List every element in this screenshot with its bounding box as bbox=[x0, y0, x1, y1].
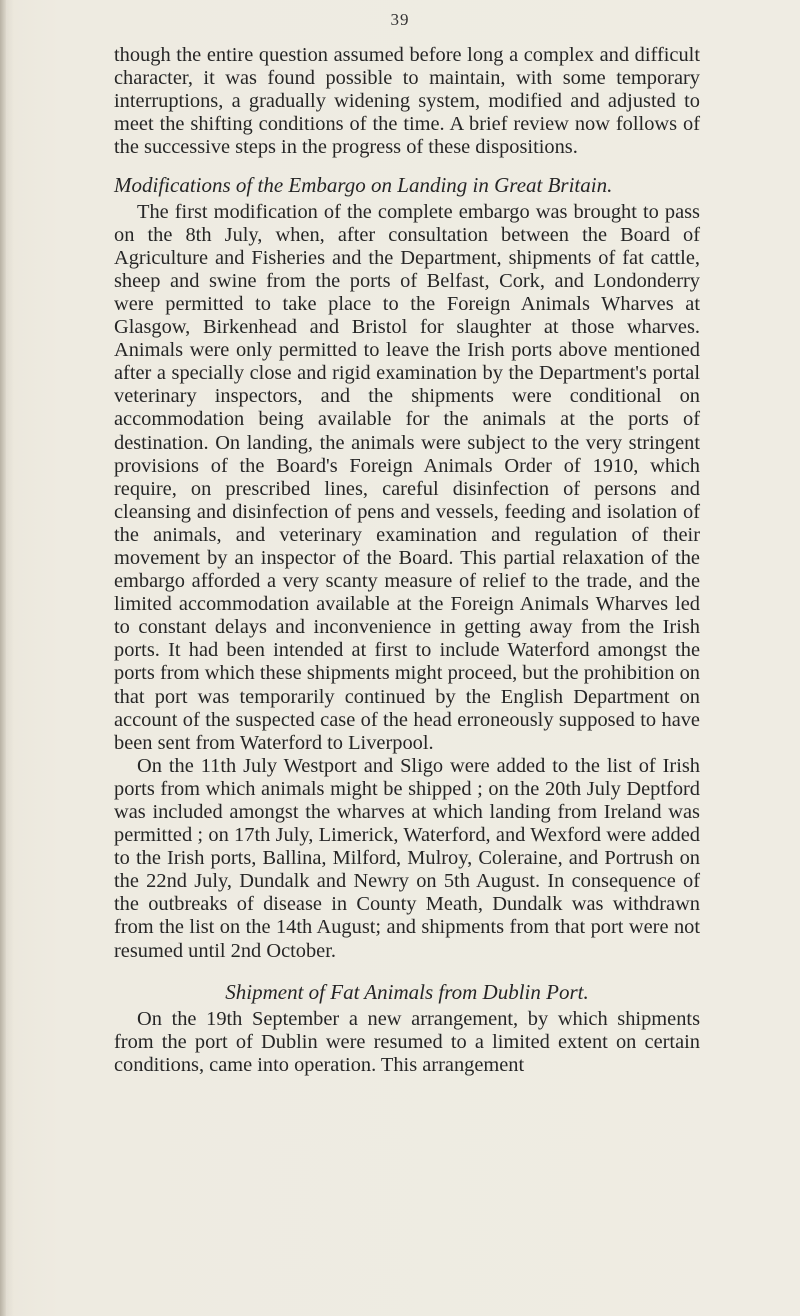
page-body bbox=[114, 44, 700, 1077]
page-number: 39 bbox=[390, 10, 410, 29]
intro-paragraph: though the entire question assumed before long a complex and difficult character, it was found possible to maintain, with some temporary interruptions, a gradually widening system, modified and adjusted to meet the shifting conditions of the time. A brief review now follows of the successive steps in the progress of these dispositions. bbox=[114, 44, 700, 159]
section-heading-dublin-shipment: Shipment of Fat Animals from Dublin Port. bbox=[225, 979, 589, 1004]
page-gutter-shadow bbox=[0, 0, 6, 1316]
paragraph-first-modification: The first modification of the complete embargo was brought to pass on the 8th July, when, after consultation between the Board of Agriculture and Fisheries and the Department, shipments of fat cattle, sheep and swine from the ports of Belfast, Cork, and Londonderry were permitted to take place to the Foreign Animals Wharves at Glasgow, Birkenhead and Bristol for slaughter at those wharves. Animals were only permitted to leave the Irish ports above mentioned after a specially close and rigid examination by the Department's portal veterinary inspectors, and the shipments were conditional on accommodation being available for the animals at the ports of destination. On landing, the animals were subject to the very stringent provisions of the Board's Foreign Animals Order of 1910, which require, on prescribed lines, careful disinfection of persons and cleansing and disinfection of pens and vessels, feeding and isolation of the animals, and veterinary examination and regulation of their movement by an inspector of the Board. This partial relaxation of the embargo afforded a very scanty measure of relief to the trade, and the limited accommodation available at the Foreign Animals Wharves led to constant delays and inconvenience in getting away from the Irish ports. It had been intended at first to include Waterford amongst the ports from which these shipments might proceed, but the prohibition on that port was temporarily continued by the English Department on account of the suspected case of the head erroneously supposed to have been sent from Waterford to Liverpool. bbox=[114, 200, 700, 754]
paragraph-added-ports: On the 11th July Westport and Sligo were added to the list of Irish ports from which animals might be shipped ; on the 20th July Deptford was included amongst the wharves at which landing from Ireland was permitted ; on 17th July, Limerick, Waterford, and Wexford were added to the Irish ports, Ballina, Milford, Mulroy, Coleraine, and Portrush on the 22nd July, Dundalk and Newry on 5th August. In consequence of the outbreaks of disease in County Meath, Dundalk was withdrawn from the list on the 14th August; and shipments from that port were not resumed until 2nd October. bbox=[114, 754, 700, 962]
section-heading-embargo-modifications: Modifications of the Embargo on Landing in Great Britain. bbox=[114, 173, 613, 198]
paragraph-dublin-arrangement: On the 19th September a new arrangement, by which shipments from the port of Dublin were resumed to a limited extent on certain conditions, came into operation. This arrangement bbox=[114, 1007, 700, 1076]
